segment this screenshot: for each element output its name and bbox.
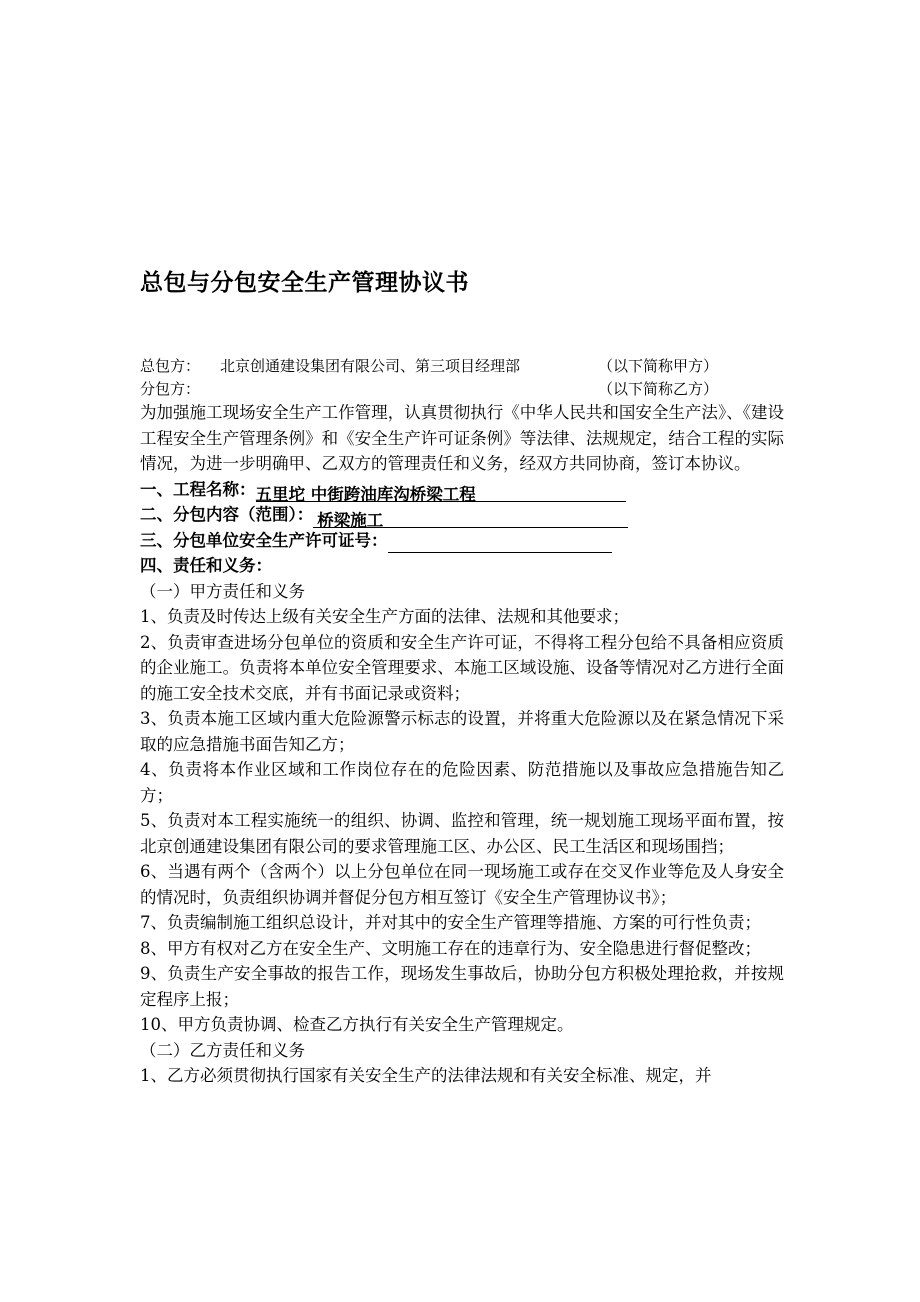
document-title: 总包与分包安全生产管理协议书	[140, 269, 469, 296]
subcontractor-note: （以下简称乙方）	[598, 380, 719, 398]
party-a-item: 2、负责审查进场分包单位的资质和安全生产许可证，不得将工程分包给不具备相应资质的企业施工。负责将本单位安全管理要求、本施工区域设施、设备等情况对乙方进行全面的施工安全技术交底，并有书面记录或资料；	[140, 632, 784, 703]
project-name-label: 一、工程名称：	[140, 479, 256, 499]
project-name-value: 五里坨 中街跨油库沟桥梁工程	[255, 485, 476, 504]
party-a-item: 6、当遇有两个（含两个）以上分包单位在同一现场施工或存在交叉作业等危及人身安全的情况时，负责组织协调并督促分包方相互签订《安全生产管理协议书》；	[140, 862, 784, 907]
license-field	[388, 533, 612, 553]
project-name-field	[256, 482, 626, 502]
party-a-item: 8、甲方有权对乙方在安全生产、文明施工存在的违章行为、安全隐患进行督促整改；	[140, 938, 761, 958]
license-line	[140, 528, 784, 554]
intro-paragraph: 为加强施工现场安全生产工作管理，认真贯彻执行《中华人民共和国安全生产法》、《建设工程安全生产管理条例》和《安全生产许可证条例》等法律、法规规定，结合工程的实际情况，为进一步明确甲、乙双方的管理责任和义务，经双方共同协商，签订本协议。	[140, 403, 784, 473]
party-a-item: 4、负责将本作业区域和工作岗位存在的危险因素、防范措施以及事故应急措施告知乙方；	[140, 760, 784, 805]
project-name-line	[140, 477, 784, 503]
general-contractor-label: 总包方：	[140, 357, 201, 375]
scope-value: 桥梁施工	[317, 510, 384, 530]
party-a-item: 9、负责生产安全事故的报告工作，现场发生事故后，协助分包方积极处理抢救，并按规定程序上报；	[140, 964, 784, 1009]
scope-line	[140, 502, 784, 528]
party-a-item: 1、负责及时传达上级有关安全生产方面的法律、法规和其他要求；	[140, 607, 629, 626]
party-a-item: 7、负责编制施工组织总设计，并对其中的安全生产管理等措施、方案的可行性负责；	[140, 913, 761, 932]
subcontractor-label: 分包方：	[140, 380, 201, 398]
party-a-item: 3、负责本施工区域内重大危险源警示标志的设置，并将重大危险源以及在紧急情况下采取的应急措施书面告知乙方；	[140, 709, 784, 754]
party-b-heading: （二）乙方责任和义务	[140, 1040, 305, 1060]
section-4-heading: 四、责任和义务：	[140, 556, 272, 575]
party-a-heading: （一）甲方责任和义务	[140, 581, 305, 601]
party-b-item: 1、乙方必须贯彻执行国家有关安全生产的法律法规和有关安全标准、规定，并	[140, 1066, 712, 1085]
scope-label: 二、分包内容（范围）：	[140, 505, 314, 524]
license-label: 三、分包单位安全生产许可证号：	[140, 530, 388, 550]
agreement-body	[140, 400, 784, 1089]
party-a-item: 5、负责对本工程实施统一的组织、协调、监控和管理，统一规划施工现场平面布置，按北京创通建设集团有限公司的要求管理施工区、办公区、民工生活区和现场围挡；	[140, 811, 784, 856]
party-a-item: 10、甲方负责协调、检查乙方执行有关安全生产管理规定。	[140, 1015, 574, 1034]
general-contractor-note: （以下简称甲方）	[598, 357, 719, 375]
general-contractor-name: 北京创通建设集团有限公司、第三项目经理部	[220, 357, 521, 375]
scope-field	[313, 508, 628, 528]
